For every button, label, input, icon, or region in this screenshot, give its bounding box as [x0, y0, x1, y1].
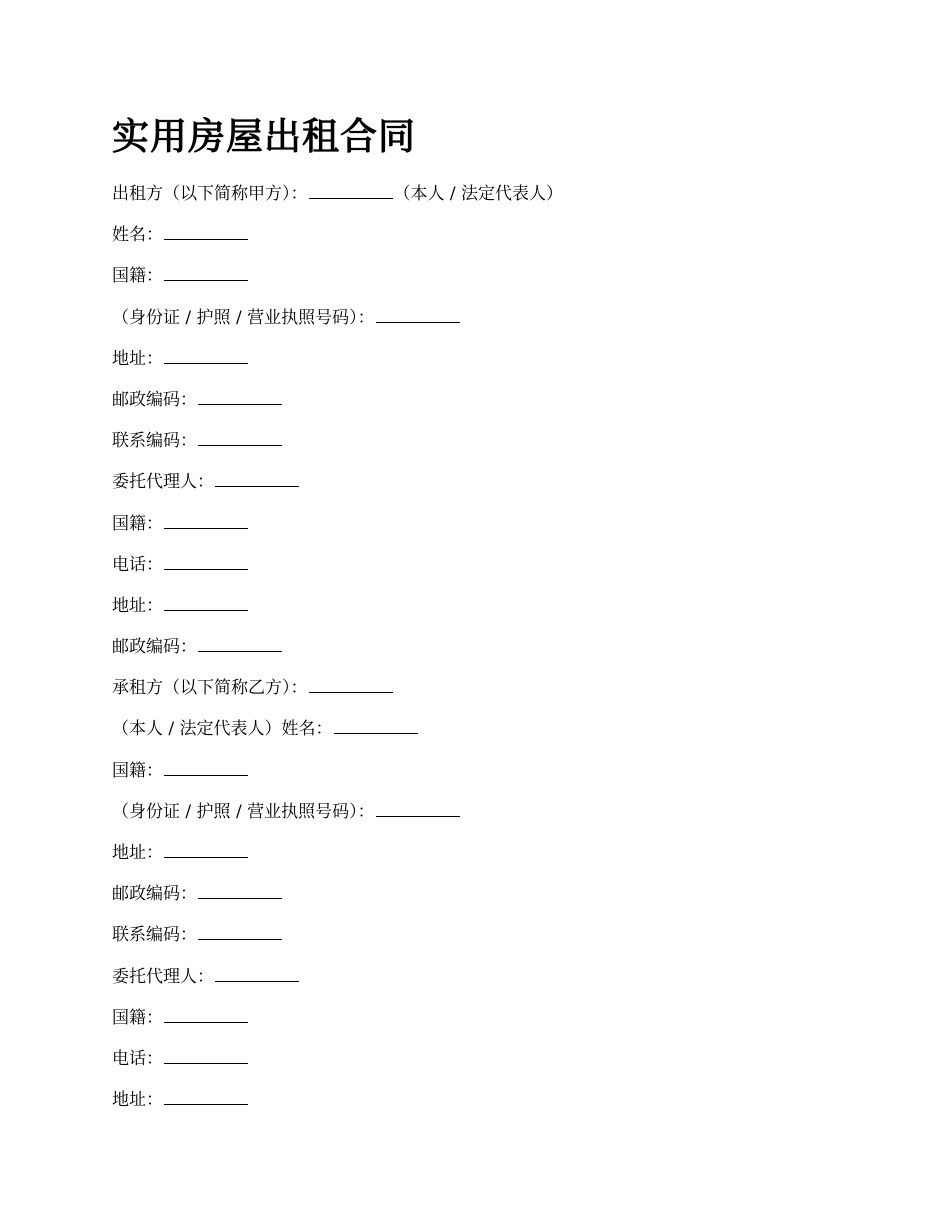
lessee-id-label: （身份证 / 护照 / 营业执照号码）： — [112, 801, 375, 822]
lessor-agent-postcode-label: 邮政编码： — [112, 637, 197, 658]
lessee-blank — [309, 672, 393, 693]
lessor-nationality-line — [112, 260, 872, 301]
lessee-agent-line — [112, 961, 872, 1002]
lessee-agent-address-blank — [164, 1084, 248, 1105]
lessee-name-prefix: （本人 / 法定代表人）姓名： — [112, 719, 333, 740]
lessee-postcode-blank — [198, 878, 282, 899]
lessee-agent-phone-line — [112, 1043, 872, 1084]
lessee-agent-blank — [215, 961, 299, 982]
lessor-address-label: 地址： — [112, 348, 163, 369]
lessor-name-blank — [164, 219, 248, 240]
lessee-agent-nationality-line — [112, 1002, 872, 1043]
lessee-contact-label: 联系编码： — [112, 925, 197, 946]
lessor-blank — [309, 178, 393, 199]
lessor-id-blank — [376, 302, 460, 323]
lessor-id-label: （身份证 / 护照 / 营业执照号码）： — [112, 307, 375, 328]
lessee-agent-phone-blank — [164, 1043, 248, 1064]
lessor-postcode-label: 邮政编码： — [112, 389, 197, 410]
lessor-name-label: 姓名： — [112, 225, 163, 246]
lessee-address-line — [112, 837, 872, 878]
lessor-agent-address-blank — [164, 590, 248, 611]
lessor-name-line — [112, 219, 872, 260]
lessor-postcode-blank — [198, 384, 282, 405]
lessor-id-line — [112, 302, 872, 343]
lessor-agent-phone-line — [112, 549, 872, 590]
lessor-agent-postcode-blank — [198, 631, 282, 652]
lessor-heading-suffix: （本人 / 法定代表人） — [393, 184, 564, 204]
lessor-agent-nationality-label: 国籍： — [112, 513, 163, 534]
lessee-agent-nationality-blank — [164, 1002, 248, 1023]
lessee-agent-address-label: 地址： — [112, 1090, 163, 1111]
lessee-agent-nationality-label: 国籍： — [112, 1007, 163, 1028]
lessor-agent-address-line — [112, 590, 872, 631]
lessee-id-blank — [376, 796, 460, 817]
lessor-contact-label: 联系编码： — [112, 431, 197, 452]
lessee-address-label: 地址： — [112, 843, 163, 863]
lessor-nationality-blank — [164, 260, 248, 281]
lessee-nationality-blank — [164, 755, 248, 776]
lessee-nationality-label: 国籍： — [112, 760, 163, 781]
lessor-postcode-line — [112, 384, 872, 425]
lessor-agent-phone-blank — [164, 549, 248, 570]
lessee-agent-phone-label: 电话： — [112, 1048, 163, 1069]
lessor-nationality-label: 国籍： — [112, 266, 163, 287]
lessor-contact-blank — [198, 425, 282, 446]
contract-fields — [112, 178, 872, 1125]
lessor-agent-line — [112, 466, 872, 507]
lessor-address-blank — [164, 343, 248, 364]
lessee-heading-label: 承租方（以下简称乙方）： — [112, 678, 308, 699]
lessee-contact-blank — [198, 919, 282, 940]
lessor-heading-label: 出租方（以下简称甲方）： — [112, 184, 308, 204]
lessor-address-line — [112, 343, 872, 384]
lessee-agent-label: 委托代理人： — [112, 966, 214, 987]
lessee-postcode-label: 邮政编码： — [112, 884, 197, 905]
lessor-agent-nationality-line — [112, 508, 872, 549]
lessor-agent-address-label: 地址： — [112, 595, 163, 616]
lessee-address-blank — [164, 837, 248, 858]
lessee-agent-address-line — [112, 1084, 872, 1125]
lessor-agent-label: 委托代理人： — [112, 472, 214, 493]
lessor-agent-blank — [215, 466, 299, 487]
lessee-heading-line — [112, 672, 872, 713]
lessee-nationality-line — [112, 755, 872, 796]
lessor-agent-nationality-blank — [164, 508, 248, 529]
document-title: 实用房屋出租合同 — [112, 114, 416, 158]
lessor-heading-line — [112, 178, 872, 219]
lessor-agent-phone-label: 电话： — [112, 554, 163, 575]
lessor-agent-postcode-line — [112, 631, 872, 672]
lessee-postcode-line — [112, 878, 872, 919]
lessee-id-line — [112, 796, 872, 837]
lessee-contact-line — [112, 919, 872, 960]
lessee-name-line — [112, 713, 872, 754]
lessor-contact-line — [112, 425, 872, 466]
lessee-name-blank — [334, 713, 418, 734]
